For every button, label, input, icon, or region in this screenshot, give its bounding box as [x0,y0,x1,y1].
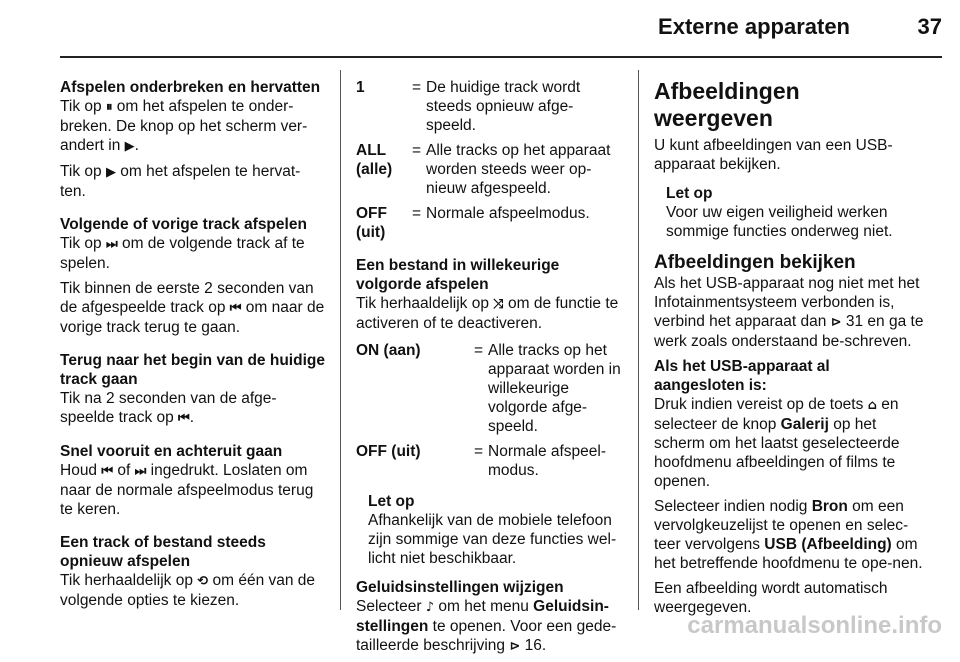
paragraph: Tik herhaaldelijk op ⟲ om één van de volgende opties te kiezen. [60,572,316,609]
paragraph: Een afbeelding wordt automatisch weergegeven. [654,580,888,616]
column-3 [654,78,924,623]
column-2 [356,78,622,662]
paragraph: Druk indien vereist op de toets ⌂ en selecteer de knop Galerij op het scherm om het laatst geselecteerde hoofdmenu afbeeldingen of films te openen. [654,396,900,490]
page-number: 37 [917,14,942,39]
prev-track-icon: ⏮ [229,301,242,316]
shuffle-option: ON (aan) = Alle tracks op het apparaat worden in willekeurige volgorde afge-speeld. [356,342,621,435]
repeat-option: 1 = De huidige track wordt steeds opnieuw afge-speeld. [356,79,581,134]
home-icon: ⌂ [867,398,877,413]
heading-repeat: Een track of bestand steeds opnieuw afspelen [60,534,266,570]
next-track-icon: ⏭ [105,237,118,252]
pause-icon: ⏸ [105,100,113,115]
heading-shuffle: Een bestand in willekeurige volgorde afspelen [356,257,560,293]
cross-reference-icon: ⊳ [830,315,842,330]
column-divider-1 [340,70,341,610]
page-header-title: Externe apparaten [658,14,850,39]
paragraph: Tik op ⏭ om de volgende track af te spelen. [60,235,305,272]
heading-sound-settings: Geluidsinstellingen wijzigen [356,579,564,596]
column-1 [60,78,326,616]
play-icon: ▶ [105,165,116,180]
shuffle-option: OFF (uit) = Normale afspeel-modus. [356,443,607,479]
paragraph: Selecteer ♪ om het menu Geluidsin-stellingen te openen. Voor een gede-tailleerde beschrijving ⊳ 16. [356,598,617,654]
section-title: Afbeeldingen weergeven [654,78,800,131]
cross-reference-icon: ⊳ [509,639,521,654]
paragraph: Houd ⏮ of ⏭ ingedrukt. Loslaten om naar de normale afspeelmodus terug te keren. [60,462,314,518]
music-note-icon: ♪ [425,600,435,615]
note-heading: Let op [666,185,713,202]
paragraph: Tik op ⏸ om het afspelen te onder-breken. De knop op het scherm ver-andert in ▶. [60,98,308,154]
heading-restart-track: Terug naar het begin van de huidige track gaan [60,352,325,388]
heading-fast-forward: Snel vooruit en achteruit gaan [60,443,283,460]
note-text: Afhankelijk van de mobiele telefoon zijn sommige van deze functies wel-licht niet beschikbaar. [368,512,617,567]
note-box [666,184,924,241]
repeat-option: OFF (uit) = Normale afspeelmodus. [356,205,590,241]
paragraph: Tik na 2 seconden van de afge-speelde track op ⏮. [60,390,277,426]
paragraph: Tik binnen de eerste 2 seconden van de afgespeelde track op ⏮ om naar de vorige track terug te gaan. [60,280,325,336]
prev-track-icon: ⏮ [178,411,190,426]
next-track-icon: ⏭ [134,464,147,479]
paragraph: Tik op ▶ om het afspelen te hervat-ten. [60,163,301,200]
repeat-icon: ⟲ [197,574,209,589]
column-divider-2 [638,70,639,610]
shuffle-icon: ⤨ [493,297,504,312]
heading-pause-resume: Afspelen onderbreken en hervatten [60,79,321,96]
note-box [368,492,622,568]
play-icon: ▶ [124,139,135,154]
watermark: carmanualsonline.info [687,612,942,639]
repeat-option: ALL (alle) = Alle tracks op het apparaat worden steeds weer op-nieuw afgespeeld. [356,142,611,197]
note-heading: Let op [368,493,415,510]
paragraph: Selecteer indien nodig Bron om een vervolgkeuzelijst te openen en selec-teer vervolgens USB (Afbeelding) om het betreffende hoofdmenu te ope-nen. [654,498,923,572]
heading-next-prev: Volgende of vorige track afspelen [60,216,307,233]
paragraph: U kunt afbeeldingen van een USB-apparaat bekijken. [654,137,893,173]
note-text: Voor uw eigen veiligheid werken sommige functies onderweg niet. [666,204,893,240]
header-rule [60,56,942,58]
prev-track-icon: ⏮ [101,464,114,479]
paragraph: Tik herhaaldelijk op ⤨ om de functie te activeren of te deactiveren. [356,295,619,332]
subsection-title: Afbeeldingen bekijken [654,252,856,273]
bold-heading: Als het USB-apparaat al aangesloten is: [654,358,830,394]
paragraph: Als het USB-apparaat nog niet met het Infotainmentsysteem verbonden is, verbind het apparaat dan ⊳ 31 en ga te werk zoals onderstaand be-schreven. [654,275,924,350]
